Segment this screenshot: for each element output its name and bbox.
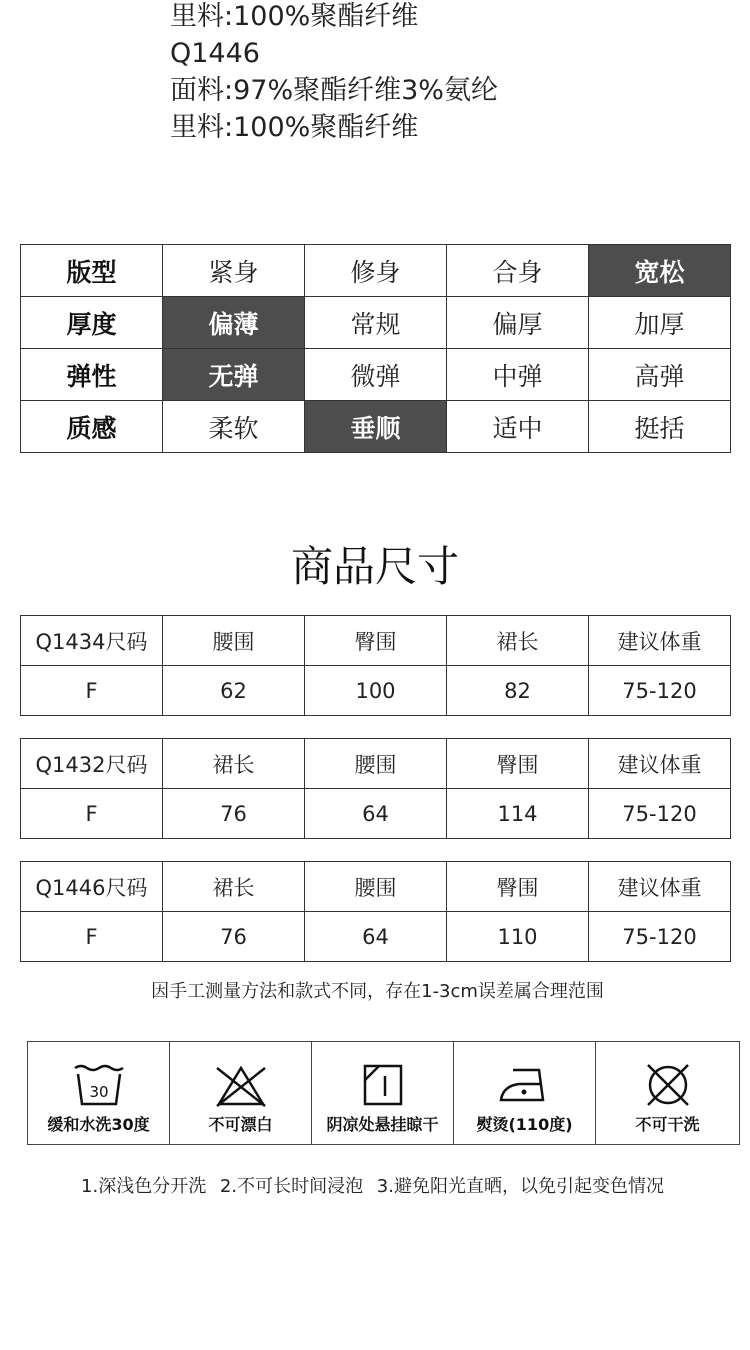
size-value-cell: 75-120 xyxy=(589,789,731,839)
size-header-row xyxy=(21,616,731,666)
attribute-option-selected: 宽松 xyxy=(589,245,731,297)
material-line: Q1446 xyxy=(170,38,260,69)
wash-30-icon xyxy=(71,1062,127,1108)
attribute-label: 厚度 xyxy=(21,297,163,349)
size-value-cell: F xyxy=(21,912,163,962)
attribute-option: 高弹 xyxy=(589,349,731,401)
size-value-cell: 114 xyxy=(447,789,589,839)
size-header-row xyxy=(21,862,731,912)
care-item-no-bleach xyxy=(170,1042,312,1144)
no-dry-clean-icon xyxy=(640,1062,696,1108)
attribute-row-fit xyxy=(21,245,731,297)
size-header-cell: 臀围 xyxy=(447,739,589,789)
size-header-cell: 建议体重 xyxy=(589,616,731,666)
measurement-note: 因手工测量方法和款式不同，存在1-3cm误差属合理范围 xyxy=(151,981,604,1002)
material-line: 里料:100%聚酯纤维 xyxy=(170,112,419,143)
size-value-cell: 62 xyxy=(163,666,305,716)
attribute-option: 中弹 xyxy=(447,349,589,401)
size-value-cell: 100 xyxy=(305,666,447,716)
size-table xyxy=(20,861,731,962)
size-header-cell: Q1446尺码 xyxy=(21,862,163,912)
attribute-option-selected: 无弹 xyxy=(163,349,305,401)
size-value-cell: 110 xyxy=(447,912,589,962)
size-value-cell: 64 xyxy=(305,789,447,839)
size-header-cell: 臀围 xyxy=(305,616,447,666)
material-line: 里料:100%聚酯纤维 xyxy=(170,1,419,32)
size-header-cell: Q1432尺码 xyxy=(21,739,163,789)
attribute-option-selected: 垂顺 xyxy=(305,401,447,453)
attribute-option: 偏厚 xyxy=(447,297,589,349)
size-table xyxy=(20,738,731,839)
care-item-wash xyxy=(28,1042,170,1144)
care-label: 不可漂白 xyxy=(208,1115,273,1134)
size-value-cell: 75-120 xyxy=(589,912,731,962)
size-value-cell: 76 xyxy=(163,912,305,962)
care-tips: 1.深浅色分开洗 2.不可长时间浸泡 3.避免阳光直晒，以免引起变色情况 xyxy=(81,1176,664,1197)
size-header-cell: 臀围 xyxy=(447,862,589,912)
attribute-option: 微弹 xyxy=(305,349,447,401)
size-header-cell: 建议体重 xyxy=(589,862,731,912)
attribute-option: 适中 xyxy=(447,401,589,453)
attribute-option: 紧身 xyxy=(163,245,305,297)
size-header-cell: 裙长 xyxy=(447,616,589,666)
attribute-row-elasticity xyxy=(21,349,731,401)
size-value-cell: 75-120 xyxy=(589,666,731,716)
size-header-cell: 裙长 xyxy=(163,862,305,912)
attribute-table xyxy=(20,244,731,453)
size-value-cell: 82 xyxy=(447,666,589,716)
wash-temperature: 30 xyxy=(88,1083,109,1101)
size-value-row xyxy=(21,666,731,716)
attribute-option: 柔软 xyxy=(163,401,305,453)
size-header-cell: Q1434尺码 xyxy=(21,616,163,666)
care-label: 熨烫(110度) xyxy=(476,1115,573,1134)
care-label: 不可干洗 xyxy=(635,1115,700,1134)
size-header-cell: 腰围 xyxy=(305,739,447,789)
attribute-row-thickness xyxy=(21,297,731,349)
size-value-row xyxy=(21,789,731,839)
size-value-cell: F xyxy=(21,666,163,716)
size-value-cell: 64 xyxy=(305,912,447,962)
care-item-dry-shade xyxy=(312,1042,454,1144)
size-value-cell: F xyxy=(21,789,163,839)
attribute-option: 常规 xyxy=(305,297,447,349)
attribute-label: 质感 xyxy=(21,401,163,453)
attribute-option-selected: 偏薄 xyxy=(163,297,305,349)
size-header-cell: 建议体重 xyxy=(589,739,731,789)
size-value-cell: 76 xyxy=(163,789,305,839)
iron-icon xyxy=(497,1062,553,1108)
material-line: 面料:97%聚酯纤维3%氨纶 xyxy=(170,75,498,106)
care-item-no-dry-clean xyxy=(596,1042,739,1144)
attribute-option: 合身 xyxy=(447,245,589,297)
size-header-row xyxy=(21,739,731,789)
care-label: 阴凉处悬挂晾干 xyxy=(326,1115,439,1134)
size-value-row xyxy=(21,912,731,962)
attribute-label: 弹性 xyxy=(21,349,163,401)
no-bleach-icon xyxy=(213,1062,269,1108)
care-label: 缓和水洗30度 xyxy=(47,1115,150,1134)
attribute-row-texture xyxy=(21,401,731,453)
dry-in-shade-icon xyxy=(355,1062,411,1108)
material-list xyxy=(170,0,498,146)
attribute-option: 加厚 xyxy=(589,297,731,349)
attribute-option: 修身 xyxy=(305,245,447,297)
care-item-iron xyxy=(454,1042,596,1144)
care-instructions xyxy=(27,1041,740,1145)
size-header-cell: 腰围 xyxy=(163,616,305,666)
size-header-cell: 腰围 xyxy=(305,862,447,912)
size-section-title: 商品尺寸 xyxy=(290,542,459,591)
attribute-option: 挺括 xyxy=(589,401,731,453)
size-table xyxy=(20,615,731,716)
attribute-label: 版型 xyxy=(21,245,163,297)
size-header-cell: 裙长 xyxy=(163,739,305,789)
